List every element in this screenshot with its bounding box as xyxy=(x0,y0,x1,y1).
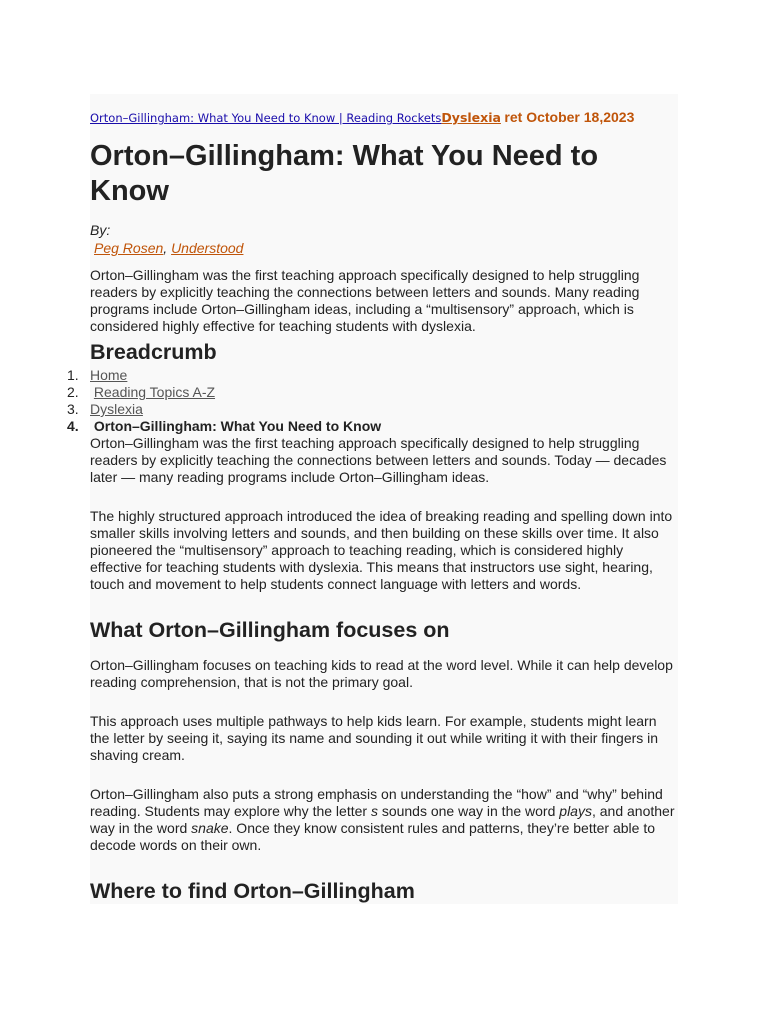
breadcrumb-link-topics[interactable]: Reading Topics A-Z xyxy=(93,384,216,400)
source-link[interactable]: Orton–Gillingham: What You Need to Know | Reading Rockets xyxy=(90,111,442,125)
breadcrumb-number: 1. xyxy=(67,367,79,383)
breadcrumb-number: 4. xyxy=(67,418,79,434)
author-link-peg-rosen[interactable]: Peg Rosen xyxy=(94,240,164,256)
breadcrumb-heading: Breadcrumb xyxy=(90,340,217,364)
breadcrumb-item-current xyxy=(67,418,678,435)
italic-word-plays: plays xyxy=(559,803,592,819)
breadcrumb xyxy=(67,367,678,435)
retrieved-date: ret October 18,2023 xyxy=(504,109,635,125)
text-run: Orton–Gillingham also puts a strong emphasis on understanding the “how” and “why” behind reading. Students may explore why the letter xyxy=(90,786,663,819)
italic-word-snake: snake xyxy=(191,820,229,836)
document-page xyxy=(67,94,678,904)
breadcrumb-current-label: Orton–Gillingham: What You Need to Know xyxy=(93,418,382,434)
focus-paragraph-2: This approach uses multiple pathways to help kids learn. For example, students might learn the letter by seeing it, saying its name and sounding it out while writing it with their fingers in shaving cream. xyxy=(90,713,659,763)
text-run: , and another way in the word xyxy=(90,803,675,836)
section-heading-focus: What Orton–Gillingham focuses on xyxy=(90,618,450,642)
breadcrumb-item-dyslexia xyxy=(67,401,678,418)
text-run: . Once they know consistent rules and patterns, they’re better able to decode words on their own. xyxy=(90,820,655,853)
intro-paragraph: Orton–Gillingham was the first teaching approach specifically designed to help struggling readers by explicitly teaching the connections between letters and sounds. Many reading programs include Orton–Gillingham ideas, including a “multisensory” approach, which is considered highly effective for teaching students with dyslexia. xyxy=(90,267,640,334)
author-list xyxy=(94,240,678,257)
breadcrumb-link-home[interactable]: Home xyxy=(90,367,128,383)
breadcrumb-number: 3. xyxy=(67,401,79,417)
page-title: Orton–Gillingham: What You Need to Know xyxy=(90,140,599,207)
breadcrumb-item-topics xyxy=(67,384,678,401)
source-line xyxy=(90,108,678,127)
text-run: sounds one way in the word xyxy=(377,803,560,819)
author-separator: , xyxy=(163,240,172,256)
breadcrumb-link-dyslexia[interactable]: Dyslexia xyxy=(90,401,143,417)
body-paragraph-1: Orton–Gillingham was the first teaching approach specifically designed to help struggling readers by explicitly teaching the connections between letters and sounds. Today — decades later — many reading programs include Orton–Gillingham ideas. xyxy=(90,435,667,485)
breadcrumb-number: 2. xyxy=(67,384,79,400)
byline-label: By: xyxy=(90,222,111,238)
focus-paragraph-1: Orton–Gillingham focuses on teaching kids to read at the word level. While it can help develop reading comprehension, that is not the primary goal. xyxy=(90,657,673,690)
dyslexia-tag-link[interactable]: Dyslexia xyxy=(441,110,501,125)
breadcrumb-item-home xyxy=(67,367,678,384)
author-link-understood[interactable]: Understood xyxy=(171,240,244,256)
body-paragraph-2: The highly structured approach introduced the idea of breaking reading and spelling down into smaller skills involving letters and sounds, and then building on these skills over time. It also pioneered the “multisensory” approach to teaching reading, which is considered highly effective for teaching students with dyslexia. This means that instructors use sight, hearing, touch and movement to help students connect language with letters and words. xyxy=(90,508,673,592)
italic-letter-s: s xyxy=(370,803,378,819)
article-content xyxy=(67,108,678,904)
focus-paragraph-3 xyxy=(90,786,678,854)
section-heading-where: Where to find Orton–Gillingham xyxy=(90,879,415,903)
